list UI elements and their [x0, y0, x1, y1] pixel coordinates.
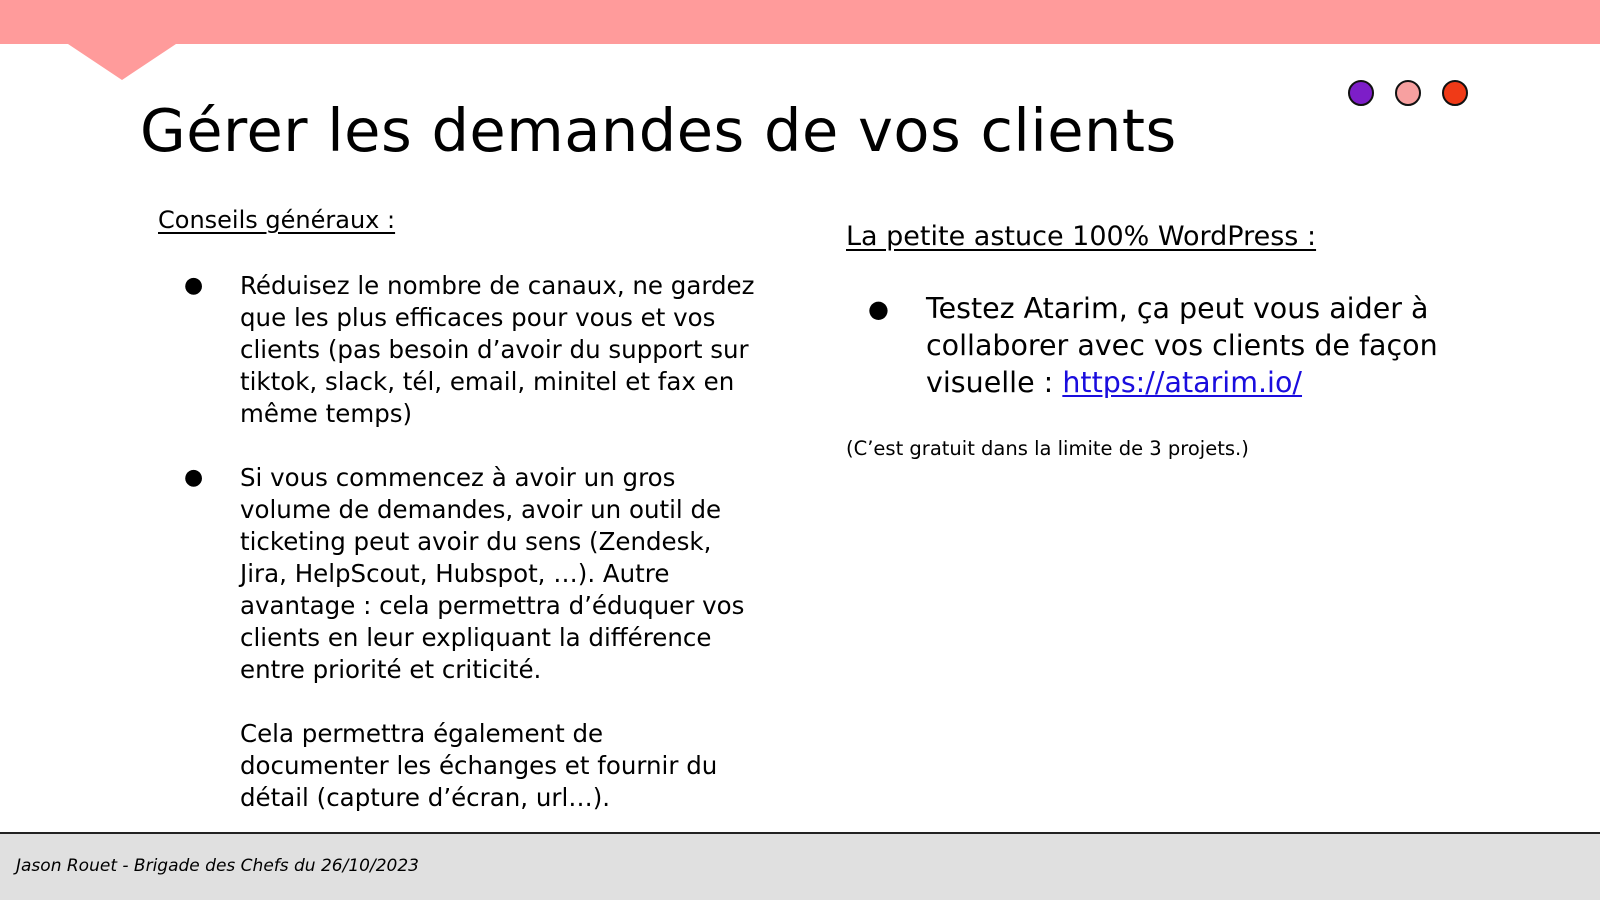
decorative-dots: [1348, 80, 1468, 106]
purple-dot: [1348, 80, 1374, 106]
tip-text: Testez Atarim, ça peut vous aider à collaborer avec vos clients de façon visuelle :: [926, 292, 1438, 399]
atarim-link[interactable]: https://atarim.io/: [1062, 366, 1303, 399]
general-advice-heading: Conseils généraux :: [158, 206, 396, 234]
slide-title: Gérer les demandes de vos clients: [140, 96, 1177, 165]
pink-dot: [1395, 80, 1421, 106]
bullet-icon: ●: [868, 295, 889, 323]
bullet-icon: ●: [184, 465, 204, 490]
advice-item-channels: [158, 270, 758, 430]
wordpress-tip-section: [846, 221, 1486, 460]
wordpress-tip-heading: La petite astuce 100% WordPress :: [846, 221, 1317, 252]
advice-text: Si vous commencez à avoir un gros volume de demandes, avoir un outil de ticketing peut avoir du sens (Zendesk, Jira, HelpScout, Hubspot, …). Autre avantage : cela permettra d’éduquer vos clients en leur expliquant la différence entre priorité et criticité.: [240, 463, 745, 684]
tip-item-atarim: [846, 290, 1486, 401]
top-bar-notch: [68, 44, 176, 80]
bullet-icon: ●: [184, 273, 204, 298]
footer-bar: [0, 832, 1600, 900]
footer-credit: Jason Rouet - Brigade des Chefs du 26/10/2023: [16, 856, 419, 876]
top-accent-bar: [0, 0, 1600, 44]
free-tier-note: (C’est gratuit dans la limite de 3 projets.): [846, 437, 1249, 460]
red-dot: [1442, 80, 1468, 106]
advice-text: Réduisez le nombre de canaux, ne gardez que les plus efficaces pour vous et vos clients (pas besoin d’avoir du support sur tiktok, slack, tél, email, minitel et fax en même temps): [240, 271, 755, 428]
general-advice-section: [158, 206, 758, 814]
general-advice-list: [158, 270, 758, 686]
advice-extra-paragraph: Cela permettra également de documenter les échanges et fournir du détail (capture d’écran, url…).: [240, 719, 718, 812]
wordpress-tip-list: [846, 290, 1486, 401]
advice-item-ticketing: [158, 462, 758, 686]
